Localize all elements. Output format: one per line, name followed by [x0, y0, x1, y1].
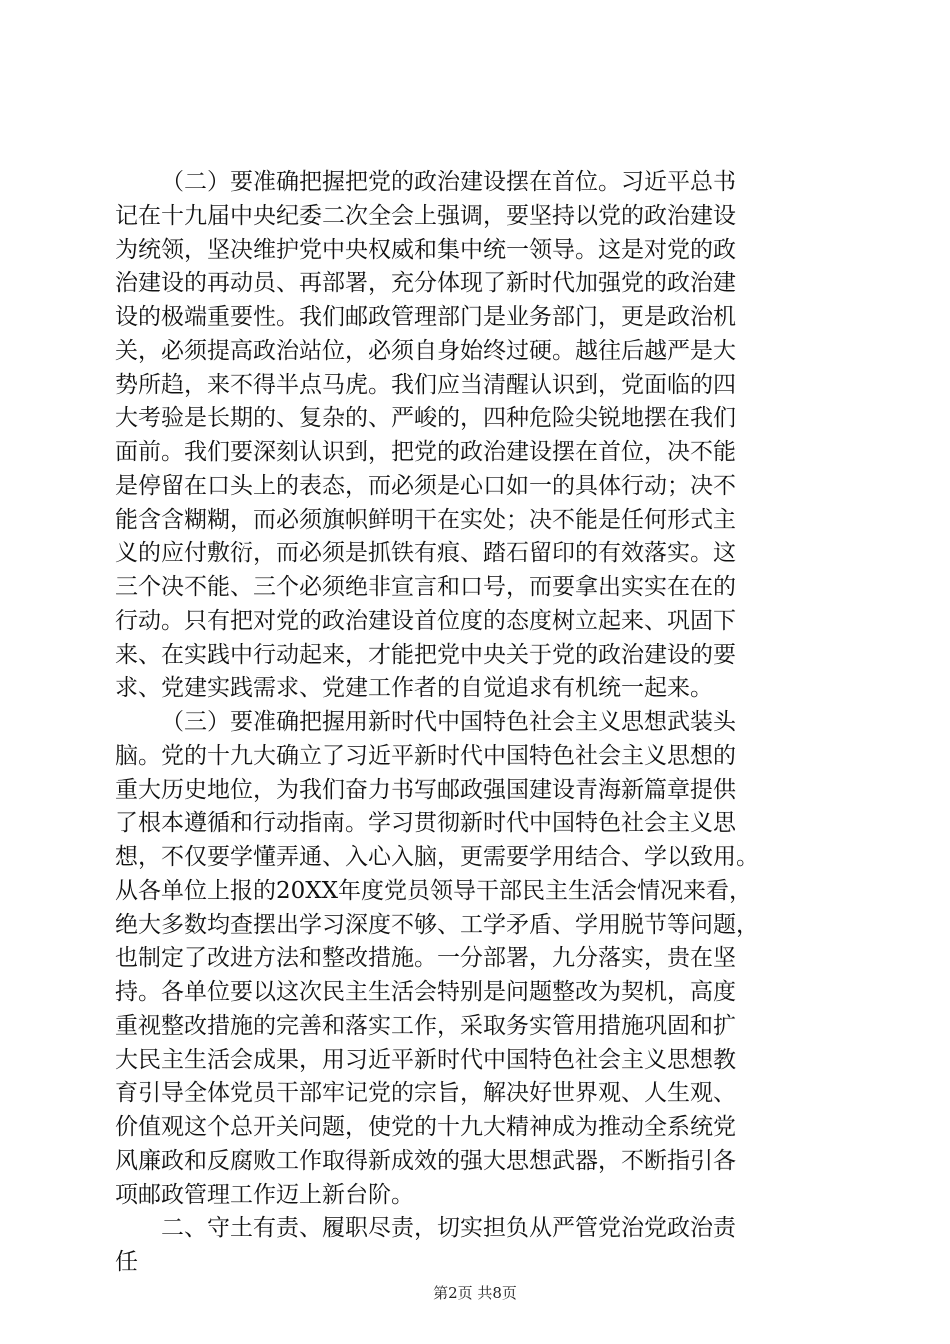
paragraph-2-heading-line: （二）要准确把握把党的政治建设摆在首位。习近平总书: [161, 169, 736, 195]
text-line: 为统领，坚决维护党中央权威和集中统一领导。这是对党的政: [115, 236, 736, 263]
text-line: 行动。只有把对党的政治建设首位度的态度树立起来、巩固下: [115, 607, 736, 634]
page-number-footer: 第2页 共8页: [433, 1284, 517, 1302]
text-line: 价值观这个总开关问题，使党的十九大精神成为推动全系统党: [115, 1114, 736, 1140]
text-line: 求、党建实践需求、党建工作者的自觉追求有机统一起来。: [115, 675, 713, 702]
text-line: 能含含糊糊，而必须旗帜鲜明干在实处；决不能是任何形式主: [115, 506, 736, 533]
section-heading-line: 二、守土有责、履职尽责，切实担负从严管党治党政治责: [161, 1215, 736, 1242]
text-line: 重大历史地位，为我们奋力书写邮政强国建设青海新篇章提供: [115, 776, 736, 803]
text-line: 关，必须提高政治站位，必须自身始终过硬。越往后越严是大: [115, 337, 736, 364]
text-line: 持。各单位要以这次民主生活会特别是问题整改为契机，高度: [115, 979, 736, 1005]
text-line: 来、在实践中行动起来，才能把党中央关于党的政治建设的要: [115, 641, 736, 668]
text-line: 设的极端重要性。我们邮政管理部门是业务部门，更是政治机: [115, 304, 736, 330]
text-line: 义的应付敷衍，而必须是抓铁有痕、踏石留印的有效落实。这: [115, 540, 736, 567]
text-line: 从各单位上报的20XX年度党员领导干部民主生活会情况来看，: [115, 877, 753, 904]
text-line: 治建设的再动员、再部署，充分体现了新时代加强党的政治建: [115, 270, 736, 297]
text-line: 想，不仅要学懂弄通、入心入脑，更需要学用结合、学以致用。: [115, 844, 759, 870]
text-line: 育引导全体党员干部牢记党的宗旨，解决好世界观、人生观、: [115, 1080, 736, 1107]
text-line: 脑。党的十九大确立了习近平新时代中国特色社会主义思想的: [115, 742, 736, 769]
text-line: 记在十九届中央纪委二次全会上强调，要坚持以党的政治建设: [115, 202, 736, 229]
text-line: 绝大多数均查摆出学习深度不够、工学矛盾、学用脱节等问题，: [115, 911, 759, 938]
text-line: 也制定了改进方法和整改措施。一分部署，九分落实，贵在坚: [115, 945, 736, 972]
text-line: 面前。我们要深刻认识到，把党的政治建设摆在首位，决不能: [115, 439, 736, 465]
text-line: 大考验是长期的、复杂的、严峻的，四种危险尖锐地摆在我们: [115, 405, 736, 432]
text-line: 大民主生活会成果，用习近平新时代中国特色社会主义思想教: [115, 1046, 736, 1073]
text-line: 是停留在口头上的表态，而必须是心口如一的具体行动；决不: [115, 472, 736, 499]
paragraph-3-heading-line: （三）要准确把握用新时代中国特色社会主义思想武装头: [161, 709, 736, 735]
text-line: 风廉政和反腐败工作取得新成效的强大思想武器，不断指引各: [115, 1147, 736, 1174]
text-line: 了根本遵循和行动指南。学习贯彻新时代中国特色社会主义思: [115, 810, 736, 837]
document-body: [115, 166, 835, 1280]
text-line: 任: [115, 1249, 138, 1275]
text-line: 重视整改措施的完善和落实工作，采取务实管用措施巩固和扩: [115, 1012, 736, 1039]
text-line: 势所趋，来不得半点马虎。我们应当清醒认识到，党面临的四: [115, 371, 736, 398]
text-line: 三个决不能、三个必须绝非宣言和口号，而要拿出实实在在的: [115, 574, 736, 600]
text-line: 项邮政管理工作迈上新台阶。: [115, 1181, 414, 1208]
